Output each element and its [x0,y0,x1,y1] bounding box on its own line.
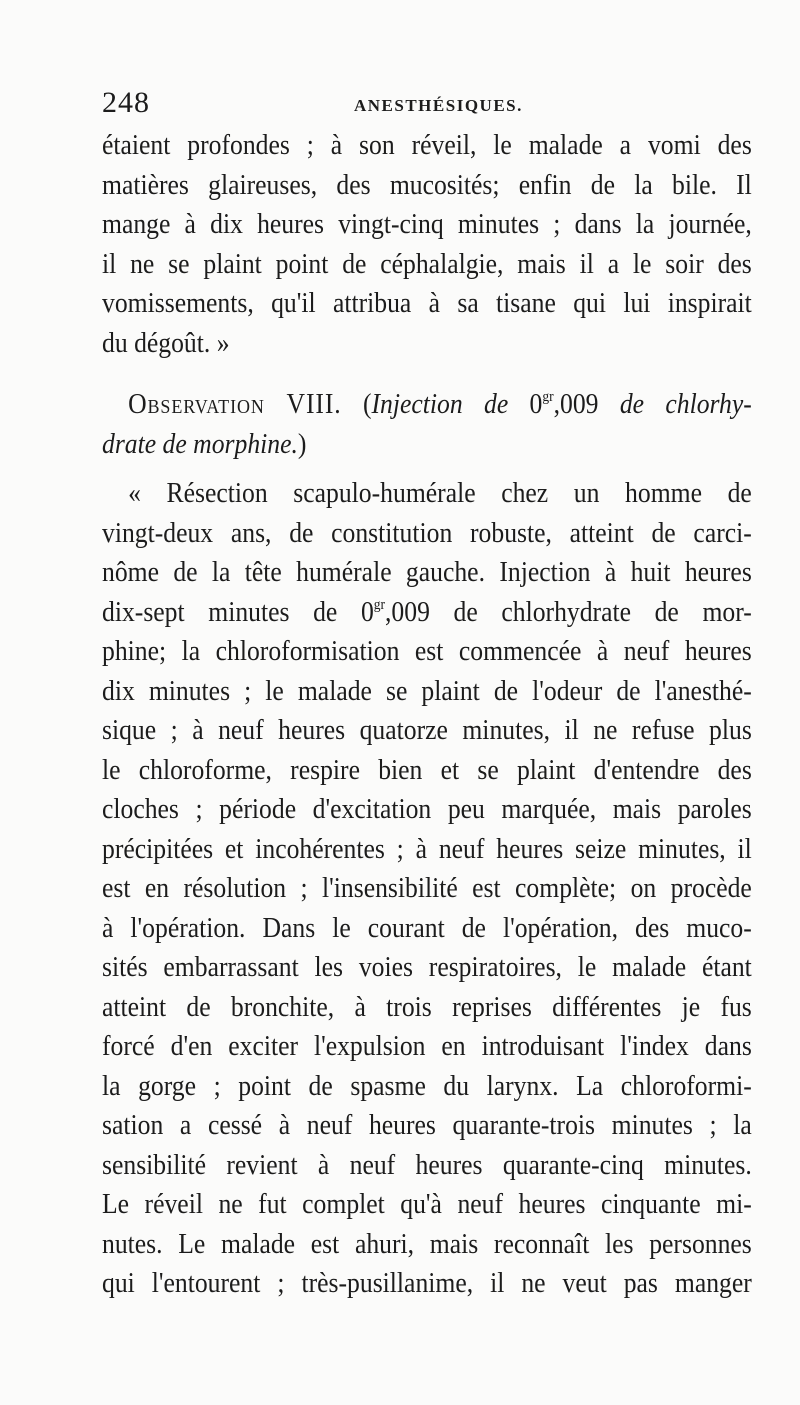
text-line: sique ; à neuf heures quatorze minutes, il ne refuse plus [102,715,752,746]
text-line: dix minutes ; le malade se plaint de l'odeur de l'anesthé- [102,675,752,707]
text-line: à l'opération. Dans le courant de l'opération, des muco- [102,912,752,944]
observation-title-line: drate de morphine.) [102,428,307,460]
paragraph-continuation [102,126,752,363]
text-line: phine; la chloroformisation est commencée à neuf heures [102,636,752,667]
text-line: vingt-deux ans, de constitution robuste, atteint de carci- [102,517,752,549]
text-line: cloches ; période d'excitation peu marquée, mais paroles [102,794,752,825]
text-line: vomissements, qu'il attribua à sa tisane qui lui inspirait [102,288,752,319]
text-line: nôme de la tête humérale gauche. Injection à huit heures [102,557,752,588]
text-line: précipitées et incohérentes ; à neuf heures seize minutes, il [102,833,752,865]
running-head [102,78,752,126]
text-line: il ne se plaint point de céphalalgie, mais il a le soir des [102,248,752,280]
text-line: le chloroforme, respire bien et se plaint d'entendre des [102,754,752,786]
observation-heading [102,385,752,464]
text-line: du dégoût. » [102,327,230,359]
text-line: sation a cessé à neuf heures quarante-trois minutes ; la [102,1110,752,1141]
observation-body [102,474,752,1304]
text-line: atteint de bronchite, à trois reprises différentes je fus [102,991,752,1023]
text-line: nutes. Le malade est ahuri, mais reconnaît les personnes [102,1228,752,1260]
text-line: Le réveil ne fut complet qu'à neuf heures cinquante mi- [102,1189,752,1220]
page-number: 248 [102,86,150,119]
text-line: la gorge ; point de spasme du larynx. La chloroformi- [102,1070,752,1102]
text-line: sités embarrassant les voies respiratoires, le malade étant [102,952,752,983]
text-line: qui l'entourent ; très-pusillanime, il ne veut pas manger [102,1268,752,1299]
text-line: sensibilité revient à neuf heures quarante-cinq minutes. [102,1149,752,1181]
observation-title-line: Observation VIII. (Injection de $0^{gr},009$ de chlorhy- [128,389,752,420]
text-line: étaient profondes ; à son réveil, le malade a vomi des [102,130,752,161]
running-title: ANESTHÉSIQUES. [354,96,523,115]
text-line: mange à dix heures vingt-cinq minutes ; dans la journée, [102,209,752,240]
text-line: dix-sept minutes de $0^{gr},009$ de chlorhydrate de mor- [102,596,752,628]
text-line: forcé d'en exciter l'expulsion en introduisant l'index dans [102,1031,752,1062]
book-page [102,78,752,1304]
text-line: est en résolution ; l'insensibilité est complète; on procède [102,873,752,904]
observation-label: Observation VIII. [128,389,342,420]
text-line: matières glaireuses, des mucosités; enfin de la bile. Il [102,169,752,201]
text-line: « Résection scapulo-humérale chez un homme de [128,478,752,509]
